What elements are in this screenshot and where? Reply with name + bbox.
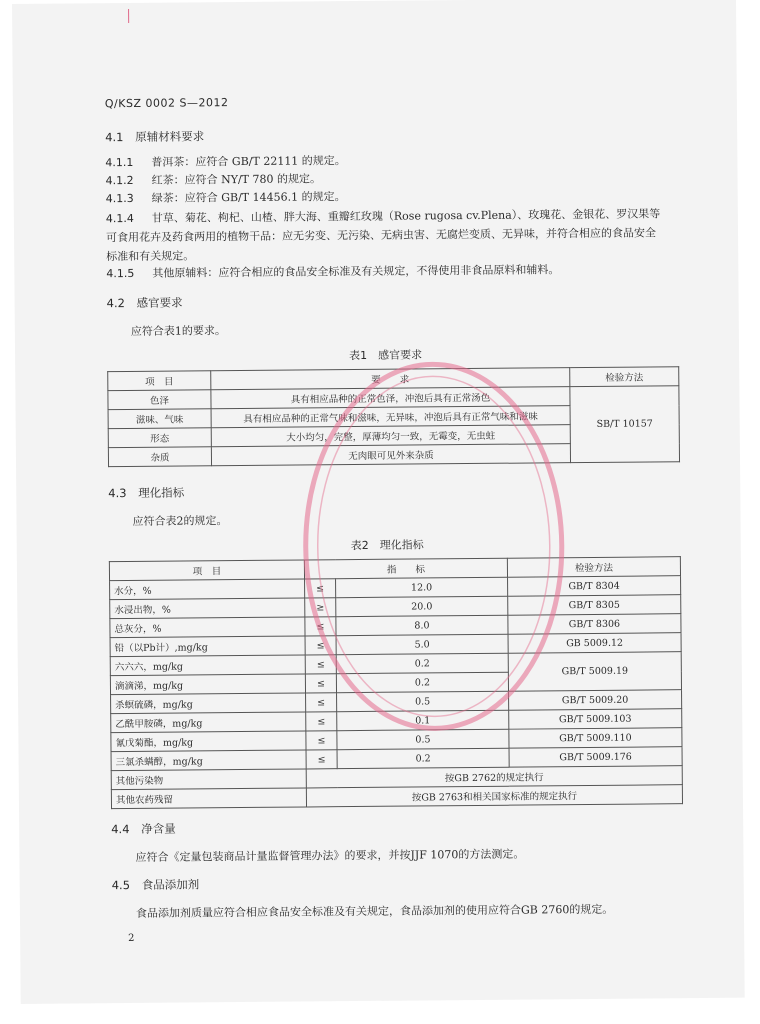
section-title: 食品添加剂 bbox=[141, 877, 200, 892]
method-cell: GB/T 5009.19 bbox=[508, 652, 681, 692]
page-number: 2 bbox=[128, 932, 135, 945]
physicochemical-indicators-table bbox=[109, 556, 683, 809]
requirement-cell: 按GB 2762的规定执行 bbox=[306, 766, 682, 788]
item-cell: 其他农药残留 bbox=[111, 788, 306, 809]
column-header: 检验方法 bbox=[570, 367, 679, 387]
method-cell: SB/T 10157 bbox=[570, 386, 680, 463]
operator-cell: ≤ bbox=[305, 674, 336, 693]
clause-number: 4.1.4 bbox=[105, 211, 134, 226]
item-cell: 三氯杀螨醇，mg/kg bbox=[111, 750, 306, 771]
clause-text: 甘草、菊花、枸杞、山楂、胖大海、重瓣红玫瑰（Rose rugosa cv.Plena）、玫瑰花、金银花、罗汉果等可食用花卉及药食两用的植物干品：应无劣变、无污染、无病虫害、无腐烂变质、无异味，并符合相应的食品安全标准和有关规定。 bbox=[105, 207, 661, 264]
method-cell: GB 5009.12 bbox=[508, 633, 681, 654]
standard-number-header: Q/KSZ 0002 S—2012 bbox=[104, 96, 229, 111]
column-header: 项 目 bbox=[109, 560, 304, 581]
section-number: 4.4 bbox=[111, 822, 130, 837]
section-4-4-heading bbox=[111, 821, 176, 838]
item-cell: 杂质 bbox=[108, 447, 211, 467]
clause-text: 其他原辅料：应符合相应的食品安全标准及有关规定，不得使用非食品原料和辅料。 bbox=[152, 263, 560, 280]
operator-cell: ≤ bbox=[306, 693, 337, 712]
item-cell: 形态 bbox=[108, 428, 211, 448]
section-4-5-heading bbox=[112, 876, 200, 893]
section-4-4-text: 应符合《定量包装商品计量监督管理办法》的要求，并按JJF 1070的方法测定。 bbox=[135, 847, 525, 864]
section-number: 4.5 bbox=[111, 878, 131, 893]
method-cell: GB/T 8304 bbox=[508, 576, 681, 597]
item-cell: 滴滴涕，mg/kg bbox=[110, 674, 305, 695]
item-cell: 铅（以Pb计）,mg/kg bbox=[110, 636, 305, 657]
value-cell: 20.0 bbox=[336, 596, 508, 617]
item-cell: 总灰分，% bbox=[110, 617, 305, 638]
value-cell: 0.1 bbox=[337, 710, 509, 731]
column-header: 要 求 bbox=[211, 368, 570, 390]
table-row bbox=[110, 652, 681, 676]
item-cell: 滋味、气味 bbox=[108, 409, 211, 429]
requirement-cell: 具有相应品种的正常气味和滋味，无异味，冲泡后具有正常气味和滋味 bbox=[211, 406, 570, 428]
clause-text: 红茶：应符合 NY/T 780 的规定。 bbox=[151, 172, 322, 187]
value-cell: 0.5 bbox=[337, 691, 509, 712]
operator-cell: ≤ bbox=[306, 731, 337, 750]
operator-cell: ≤ bbox=[306, 750, 337, 769]
requirement-cell: 无肉眼可见外来杂质 bbox=[211, 444, 570, 466]
section-number: 4.2 bbox=[106, 296, 125, 311]
sensory-requirements-table bbox=[107, 366, 680, 467]
document-page bbox=[12, 0, 745, 1004]
method-cell: GB/T 5009.176 bbox=[509, 747, 682, 768]
operator-cell: ≤ bbox=[306, 712, 337, 731]
value-cell: 0.5 bbox=[337, 729, 509, 750]
clause-text: 普洱茶：应符合 GB/T 22111 的规定。 bbox=[151, 154, 346, 169]
item-cell: 氰戊菊酯，mg/kg bbox=[111, 731, 306, 752]
section-4-1-heading bbox=[105, 128, 204, 145]
operator-cell: ≤ bbox=[305, 636, 336, 655]
section-4-3-text: 应符合表2的规定。 bbox=[132, 514, 228, 528]
method-cell: GB/T 8306 bbox=[508, 614, 681, 635]
operator-cell: ≤ bbox=[305, 579, 336, 598]
value-cell: 0.2 bbox=[337, 748, 509, 769]
section-title: 理化指标 bbox=[138, 485, 185, 500]
requirement-cell: 按GB 2763和相关国家标准的规定执行 bbox=[306, 785, 682, 807]
section-title: 净含量 bbox=[141, 821, 176, 836]
operator-cell: ≤ bbox=[305, 617, 336, 636]
table-row bbox=[111, 785, 682, 809]
section-title: 感官要求 bbox=[136, 295, 183, 310]
section-title: 原辅材料要求 bbox=[135, 129, 205, 144]
section-number: 4.1 bbox=[105, 130, 124, 145]
clause-number: 4.1.1 bbox=[105, 155, 134, 170]
column-header: 项 目 bbox=[108, 371, 211, 391]
requirement-cell: 大小均匀，完整，厚薄均匀一致，无霉变，无虫蛀 bbox=[211, 425, 570, 447]
method-cell: GB/T 8305 bbox=[508, 595, 681, 616]
table1-caption: 表1 感官要求 bbox=[349, 348, 423, 363]
value-cell: 8.0 bbox=[336, 615, 508, 636]
clause-number: 4.1.3 bbox=[105, 191, 134, 206]
operator-cell: ≥ bbox=[305, 598, 336, 617]
method-cell: GB/T 5009.103 bbox=[509, 709, 682, 730]
section-4-2-heading bbox=[107, 295, 183, 312]
item-cell: 六六六，mg/kg bbox=[110, 655, 305, 676]
item-cell: 水分，% bbox=[110, 579, 305, 600]
clause-4-1-4 bbox=[106, 204, 666, 266]
requirement-cell: 具有相应品种的正常色泽，冲泡后具有正常汤色 bbox=[211, 387, 570, 409]
section-4-2-text: 应符合表1的要求。 bbox=[130, 324, 226, 338]
item-cell: 其他污染物 bbox=[111, 769, 306, 790]
margin-mark bbox=[128, 9, 129, 23]
section-4-3-heading bbox=[108, 485, 184, 502]
item-cell: 杀螟硫磷，mg/kg bbox=[111, 693, 306, 714]
table2-caption: 表2 理化指标 bbox=[350, 538, 424, 553]
item-cell: 水浸出物，% bbox=[110, 598, 305, 619]
item-cell: 乙酰甲胺磷，mg/kg bbox=[111, 712, 306, 733]
value-cell: 5.0 bbox=[336, 634, 508, 655]
table-row bbox=[108, 386, 679, 410]
operator-cell: ≤ bbox=[305, 655, 336, 674]
value-cell: 12.0 bbox=[336, 577, 508, 598]
item-cell: 色泽 bbox=[108, 390, 211, 410]
clause-number: 4.1.5 bbox=[106, 266, 135, 281]
section-4-5-text: 食品添加剂质量应符合相应食品安全标准及有关规定，食品添加剂的使用应符合GB 2760的规定。 bbox=[135, 902, 614, 920]
value-cell: 0.2 bbox=[336, 653, 508, 674]
value-cell: 0.2 bbox=[336, 672, 508, 693]
column-header: 检验方法 bbox=[507, 557, 680, 578]
column-header: 指 标 bbox=[304, 558, 507, 579]
method-cell: GB/T 5009.110 bbox=[509, 728, 682, 749]
clause-text: 绿茶：应符合 GB/T 14456.1 的规定。 bbox=[151, 190, 346, 205]
section-number: 4.3 bbox=[108, 486, 127, 501]
method-cell: GB/T 5009.20 bbox=[509, 690, 682, 711]
clause-number: 4.1.2 bbox=[105, 173, 134, 188]
